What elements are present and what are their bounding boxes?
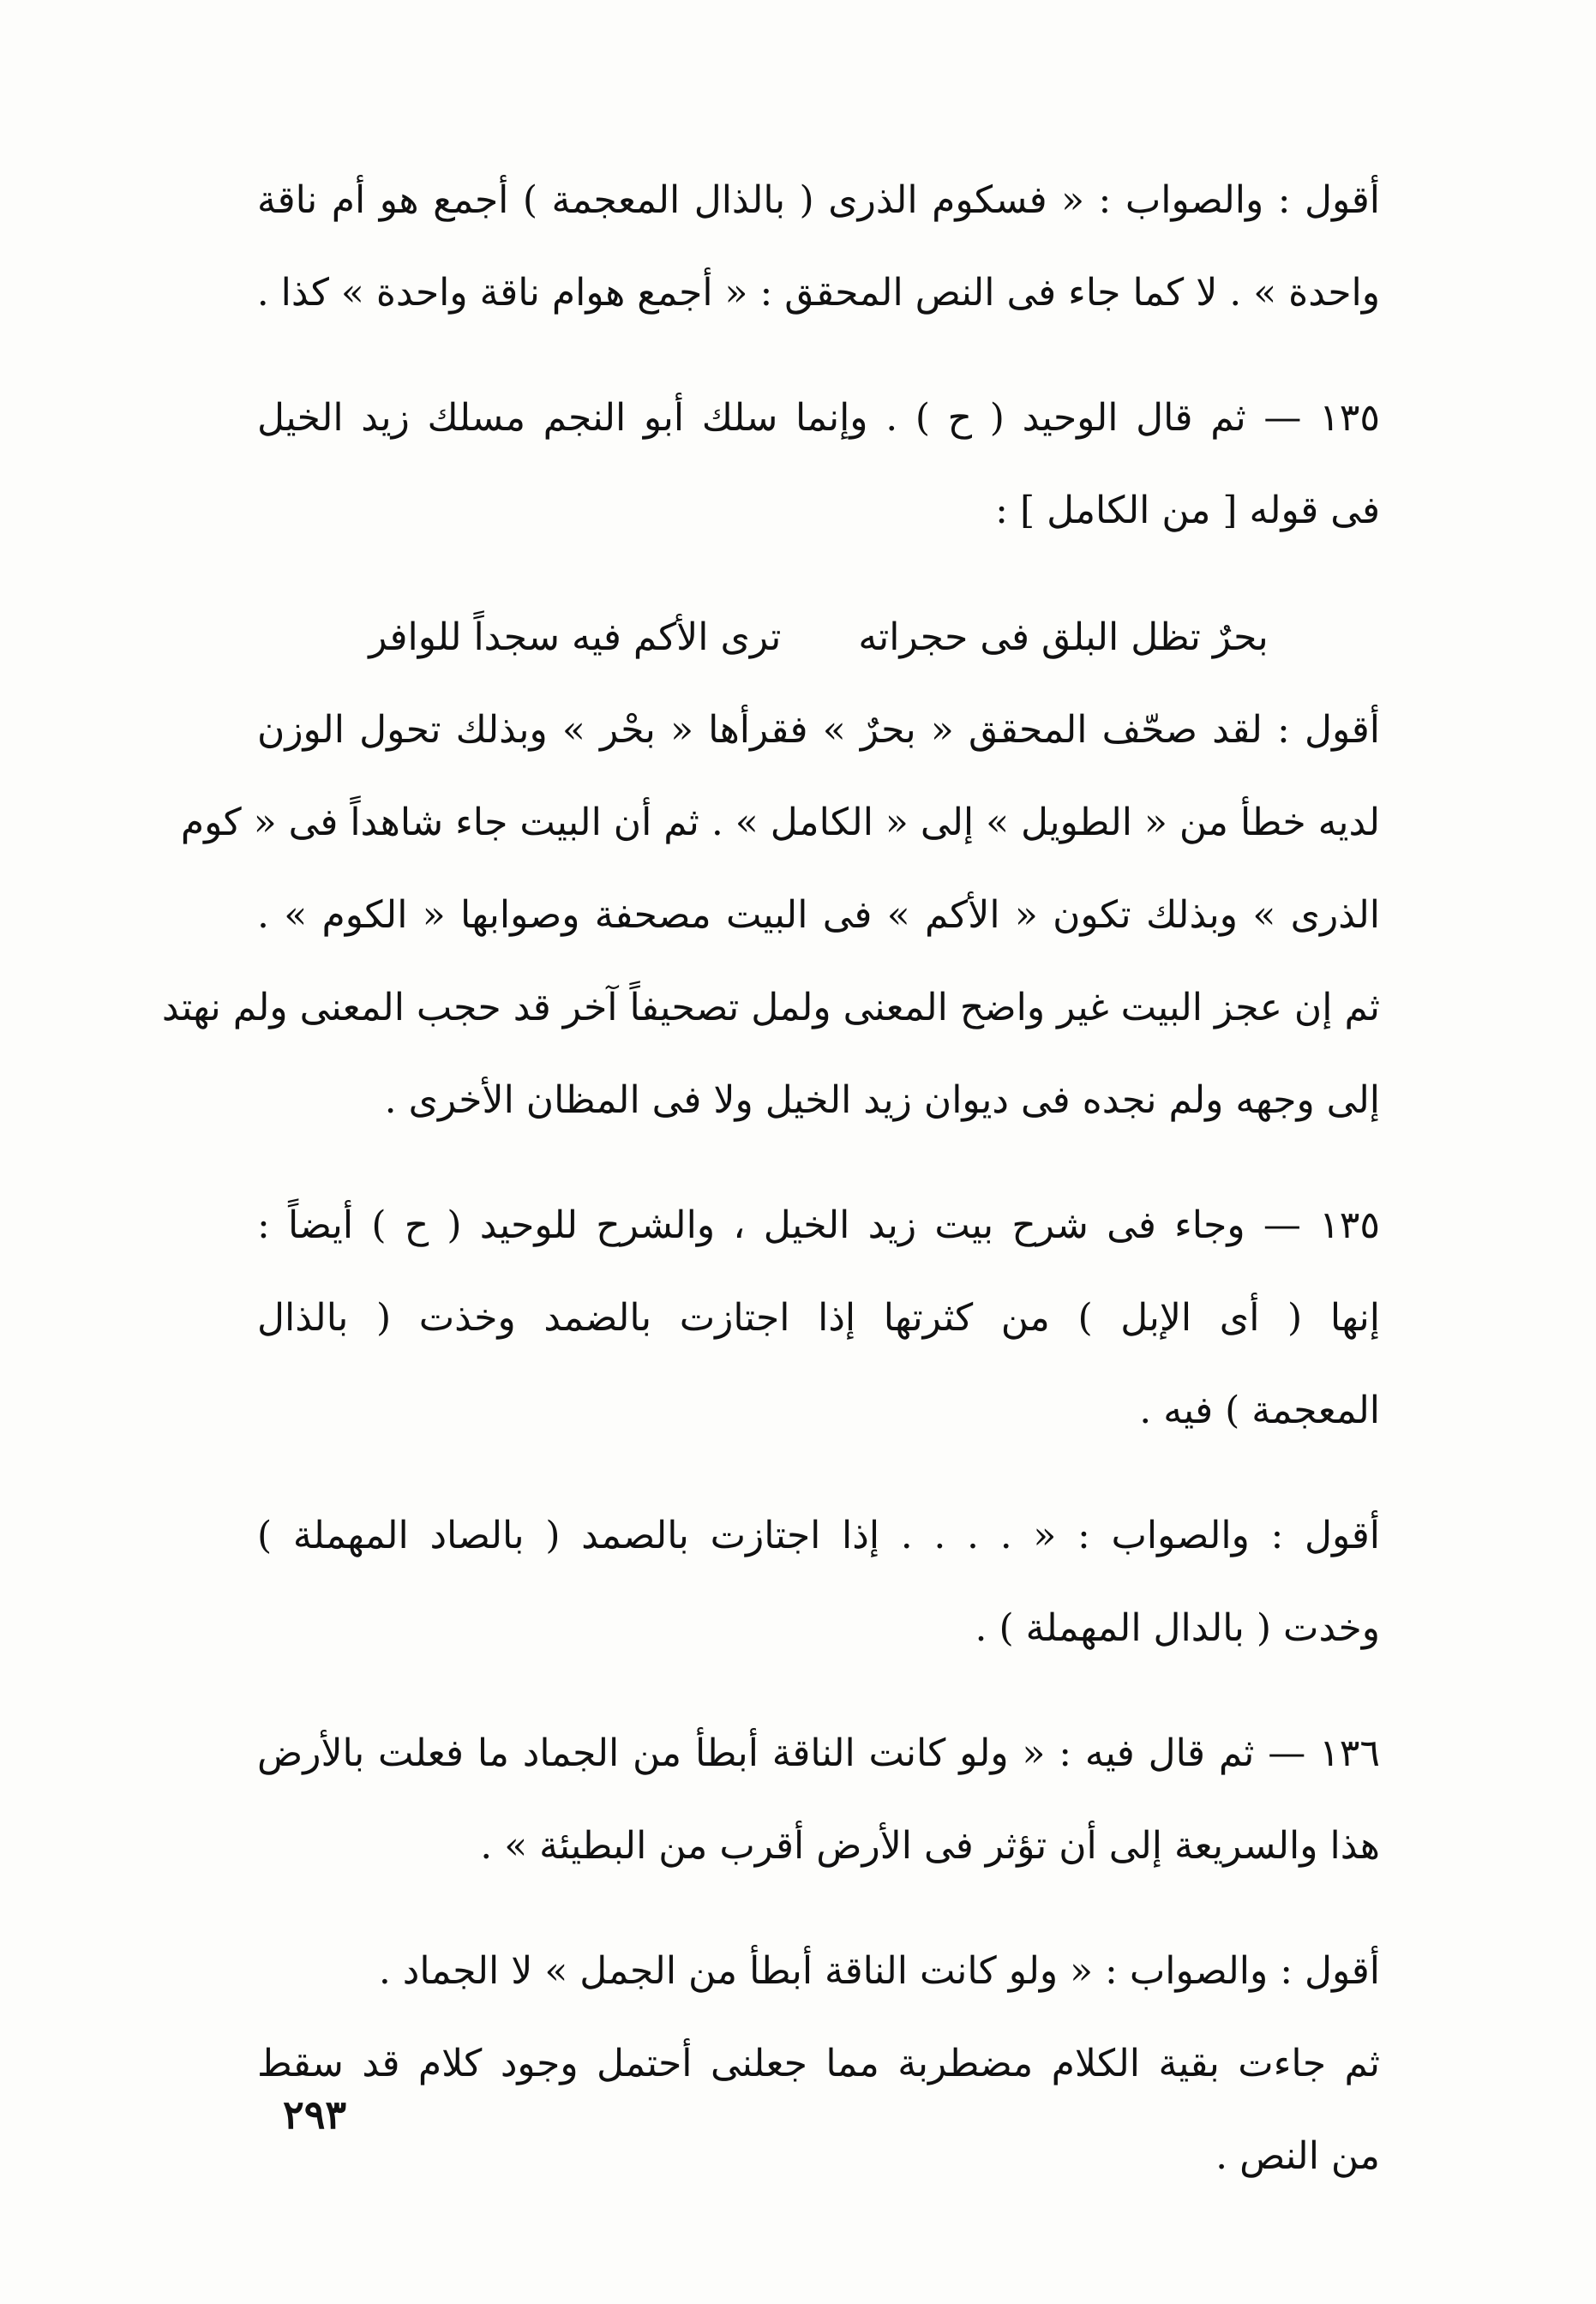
paragraph-closing bbox=[257, 2018, 1380, 2203]
page-body bbox=[161, 154, 1380, 2203]
text-line: ١٣٥ — وجاء فى شرح بيت زيد الخيل ، والشرح للوحيد ( ح ) أيضاً : bbox=[257, 1203, 1380, 1247]
text-line: فى قوله [ من الكامل ] : bbox=[995, 489, 1380, 532]
text-line: ثم إن عجز البيت غير واضح المعنى ولمل تصحيفاً آخر قد حجب المعنى ولم نهتد bbox=[161, 986, 1380, 1029]
text-line: أقول : والصواب : « . . . . إذا اجتازت بالصمد ( بالصاد المهملة ) bbox=[257, 1514, 1380, 1557]
paragraph-135-second bbox=[257, 1179, 1380, 1457]
text-line: من النص . bbox=[1215, 2134, 1380, 2178]
paragraph-135-entry bbox=[257, 372, 1380, 557]
text-line: لديه خطأ من « الطويل » إلى « الكامل » . ثم أن البيت جاء شاهداً فى « كوم bbox=[180, 801, 1380, 844]
text-line: هذا والسريعة إلى أن تؤثر فى الأرض أقرب من البطيئة » . bbox=[480, 1824, 1380, 1868]
text-line: إنها ( أى الإبل ) من كثرتها إذا اجتازت بالضمد وخذت ( بالذال bbox=[257, 1296, 1380, 1340]
verse-hemistich-first: بحرٌ تظل البلق فى حجراته bbox=[858, 615, 1269, 659]
paragraph-commentary bbox=[161, 684, 1380, 1147]
paragraph-correction-2 bbox=[257, 1925, 1380, 2018]
page-number: ٢٩٣ bbox=[283, 2091, 347, 2138]
paragraph-1 bbox=[257, 154, 1380, 339]
paragraph-136-entry bbox=[257, 1707, 1380, 1893]
text-line: المعجمة ) فيه . bbox=[1139, 1389, 1380, 1432]
verse-hemistich-second: ترى الأكم فيه سجداً للوافر bbox=[369, 615, 782, 659]
poetry-verse bbox=[257, 591, 1380, 684]
text-line: ١٣٦ — ثم قال فيه : « ولو كانت الناقة أبطأ من الجماد ما فعلت بالأرض bbox=[257, 1731, 1380, 1775]
text-line: إلى وجهه ولم نجده فى ديوان زيد الخيل ولا فى المظان الأخرى . bbox=[384, 1078, 1380, 1122]
text-line: ثم جاءت بقية الكلام مضطربة مما جعلنى أحتمل وجود كلام قد سقط bbox=[257, 2042, 1380, 2085]
text-line: أقول : والصواب : « ولو كانت الناقة أبطأ من الجمل » لا الجماد . bbox=[378, 1949, 1380, 1993]
text-line: وخدت ( بالدال المهملة ) . bbox=[975, 1606, 1380, 1650]
text-line: أقول : والصواب : « فسكوم الذرى ( بالذال المعجمة ) أجمع هو أم ناقة bbox=[257, 178, 1380, 222]
text-line: ١٣٥ — ثم قال الوحيد ( ح ) . وإنما سلك أبو النجم مسلك زيد الخيل bbox=[257, 396, 1380, 440]
text-line: أقول : لقد صحّف المحقق « بحرٌ » فقرأها « بحْر » وبذلك تحول الوزن bbox=[257, 708, 1380, 752]
text-line: الذرى » وبذلك تكون « الأكم » فى البيت مصحفة وصوابها « الكوم » . bbox=[257, 893, 1380, 937]
paragraph-correction bbox=[257, 1490, 1380, 1675]
text-line: واحدة » . لا كما جاء فى النص المحقق : « أجمع هوام ناقة واحدة » كذا . bbox=[256, 271, 1380, 315]
